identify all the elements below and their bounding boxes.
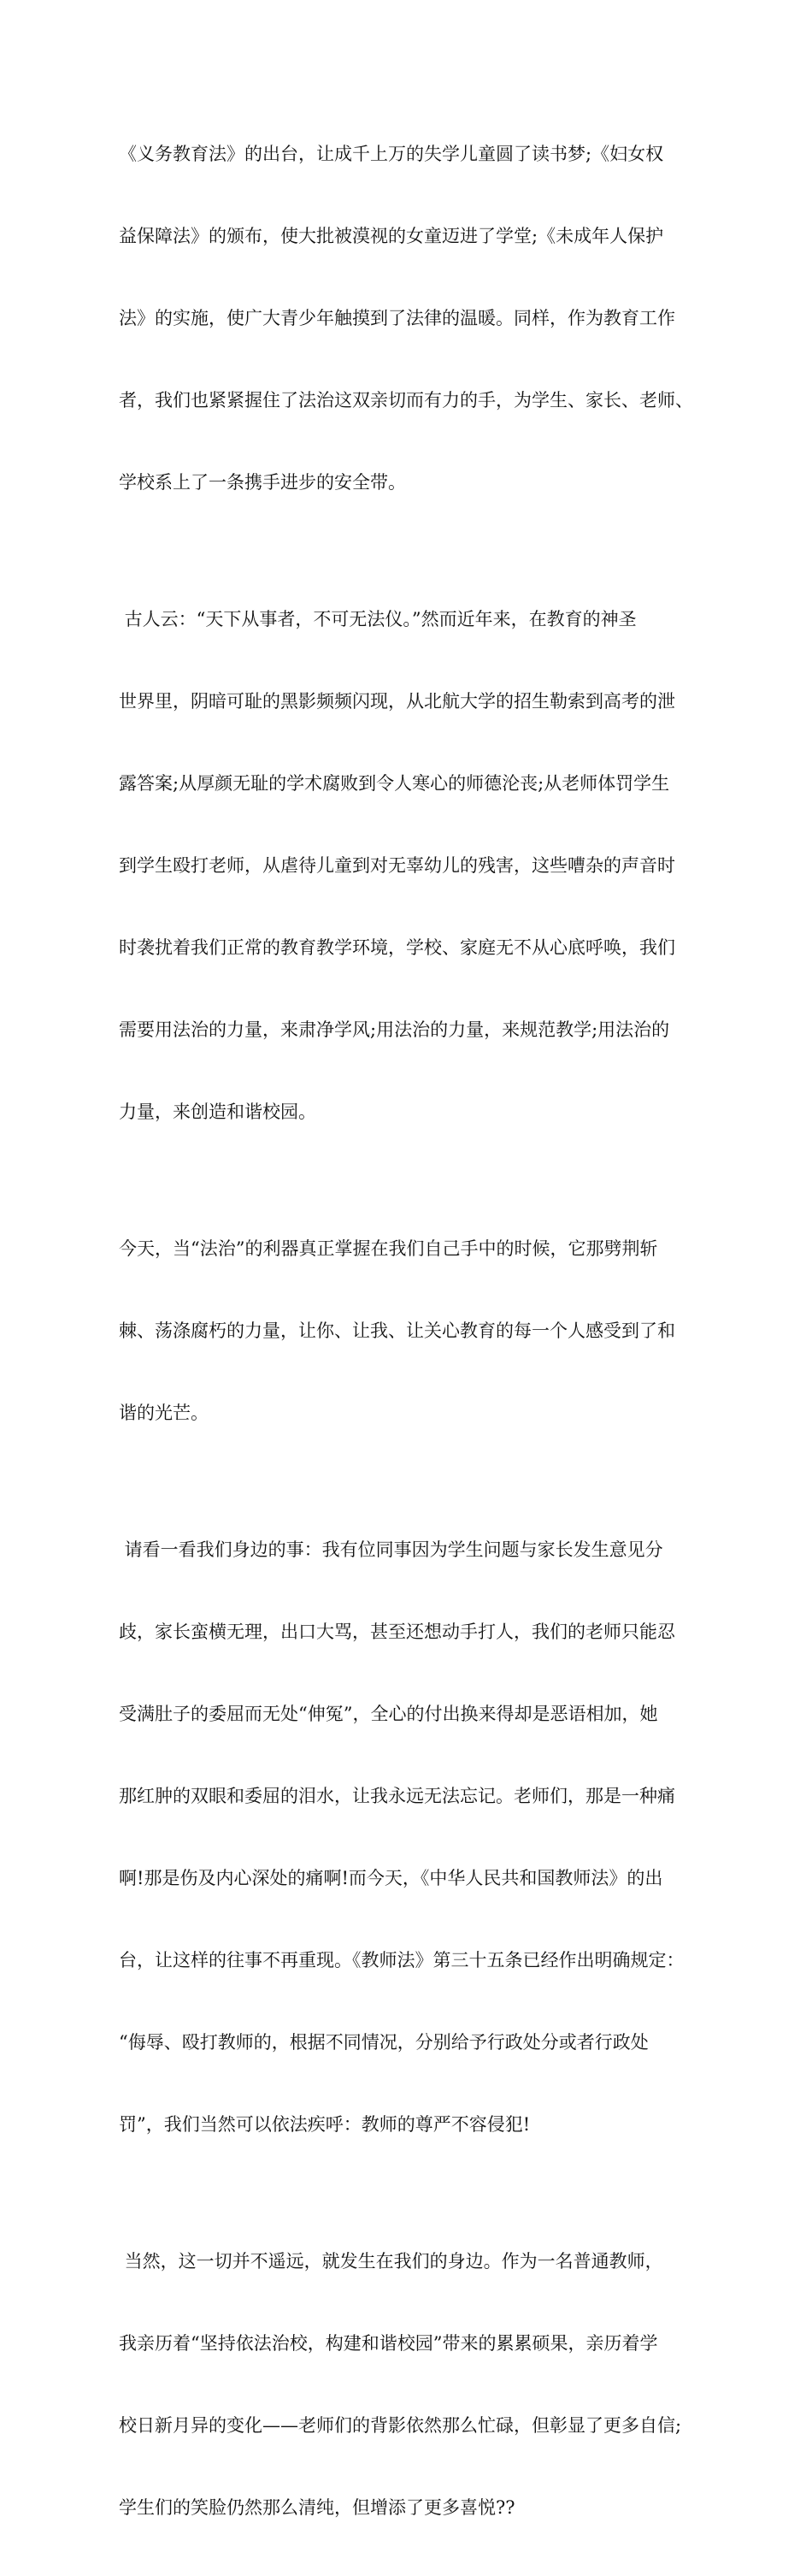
text-line: 今天，当“法治”的利器真正掌握在我们自己手中的时候，它那劈荆斩 (119, 1238, 658, 1259)
paragraph-1 (119, 86, 717, 551)
text-line: 棘、荡涤腐朽的力量，让你、让我、让关心教育的每一个人感受到了和 (119, 1320, 675, 1341)
text-line: 台，让这样的往事不再重现。《教师法》第三十五条已经作出明确规定： (119, 1950, 685, 1970)
text-line: 谐的光芒。 (119, 1403, 209, 1423)
text-line: 学生们的笑脸仍然那么清纯，但增添了更多喜悦?? (119, 2497, 515, 2518)
text-line: 罚”，我们当然可以依法疾呼：教师的尊严不容侵犯! (119, 2114, 531, 2135)
text-line: 那红肿的双眼和委屈的泪水，让我永远无法忘记。老师们，那是一种痛 (119, 1786, 675, 1806)
text-line: “侮辱、殴打教师的，根据不同情况，分别给予行政处分或者行政处 (119, 2032, 649, 2053)
paragraph-4 (119, 1481, 717, 2193)
text-line: 时袭扰着我们正常的教育教学环境，学校、家庭无不从心底呼唤，我们 (119, 937, 675, 958)
text-line: 啊!那是伤及内心深处的痛啊!而今天，《中华人民共和国教师法》的出 (119, 1868, 663, 1888)
text-line: 《义务教育法》的出台，让成千上万的失学儿童圆了读书梦;《妇女权 (119, 144, 664, 164)
text-line: 受满肚子的委屈而无处“伸冤”，全心的付出换来得却是恶语相加，她 (119, 1704, 658, 1724)
text-line: 校日新月异的变化——老师们的背影依然那么忙碌，但彰显了更多自信; (119, 2415, 682, 2436)
text-line: 古人云：“天下从事者，不可无法仪。”然而近年来，在教育的神圣 (119, 609, 637, 629)
text-line: 需要用法治的力量，来肃净学风;用法治的力量，来规范教学;用法治的 (119, 1019, 670, 1040)
paragraph-3 (119, 1180, 717, 1481)
text-line: 我亲历着“坚持依法治校，构建和谐校园”带来的累累硕果，亲历着学 (119, 2333, 658, 2354)
paragraph-5 (119, 2193, 717, 2576)
text-line: 当然，这一切并不遥远，就发生在我们的身边。作为一名普通教师， (119, 2251, 663, 2272)
text-line: 学校系上了一条携手进步的安全带。 (119, 472, 406, 493)
text-line: 请看一看我们身边的事：我有位同事因为学生问题与家长发生意见分 (119, 1539, 663, 1560)
paragraph-2 (119, 551, 717, 1180)
text-line: 者，我们也紧紧握住了法治这双亲切而有力的手，为学生、家长、老师、 (119, 390, 693, 411)
text-line: 法》的实施，使广大青少年触摸到了法律的温暖。同样，作为教育工作 (119, 308, 675, 328)
text-line: 世界里，阴暗可耻的黑影频频闪现，从北航大学的招生勒索到高考的泄 (119, 691, 675, 712)
text-line: 益保障法》的颁布，使大批被漠视的女童迈进了学堂;《未成年人保护 (119, 226, 664, 246)
text-line: 力量，来创造和谐校园。 (119, 1102, 316, 1122)
document-body (119, 86, 717, 2576)
text-line: 歧，家长蛮横无理，出口大骂，甚至还想动手打人，我们的老师只能忍 (119, 1622, 675, 1642)
text-line: 到学生殴打老师，从虐待儿童到对无辜幼儿的残害，这些嘈杂的声音时 (119, 855, 675, 876)
text-line: 露答案;从厚颜无耻的学术腐败到令人寒心的师德沦丧;从老师体罚学生 (119, 773, 670, 794)
